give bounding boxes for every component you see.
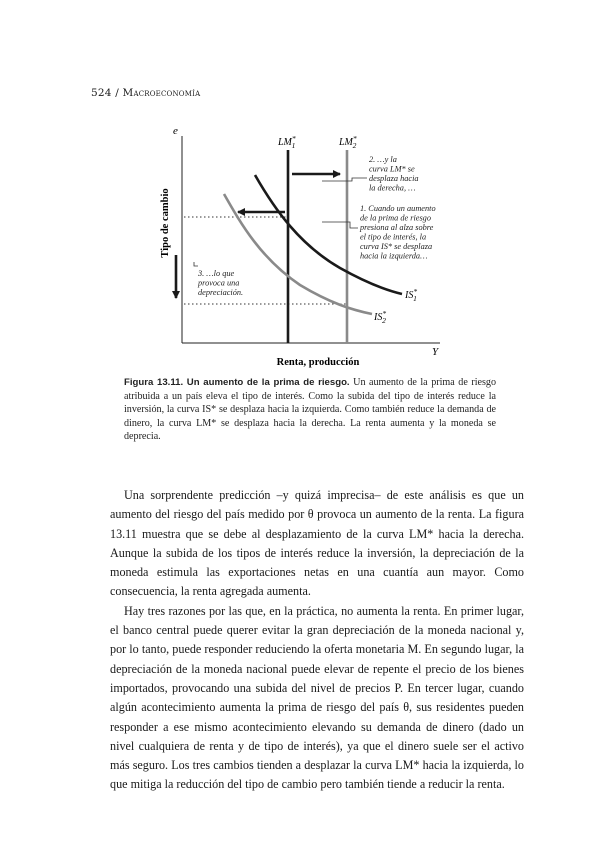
paragraph: Hay tres razones por las que, en la práctica, no aumenta la renta. En primer lugar, el banco central puede querer evitar la gran depreciación de la moneda nacional y, por lo tanto, puede responder reduciendo la oferta monetaria M. En segundo lugar, la depreciación de la moneda nacional puede elevar de repente el precio de los bienes importados, provocando una subida del nivel de precios P. En tercer lugar, cuando algún acontecimiento aumenta la prima de riesgo del país θ, sus residentes pueden responder a ese mismo acontecimiento elevando su demanda de dinero (dado un nivel cualquiera de renta y de tipo de interés), ya que el dinero suele ser el activo más seguro. Los tres cambios tienden a desplazar la curva LM* hacia la izquierda, lo que mitiga la reducción del tipo de cambio pero también tiende a reducir la renta. [110,603,524,792]
header-separator: / [115,87,119,99]
annotation-1 [359,204,438,261]
annotation-2-line: desplaza hacia [369,174,419,183]
annotation-1-line: hacia la izquierda… [360,251,428,261]
caption-text: Un aumento de la prima de riesgo atribuida a un país eleva el tipo de interés. Como la subida del tipo de interés reduce la inversión, la curva IS* se desplaza hacia la izquierda. Como también reduce la demanda de dinero, la curva LM* se desplaza hacia la derecha. La renta aumenta y la moneda se deprecia. [124,377,496,443]
callout-1-leader [322,222,358,228]
y-axis-label: Tipo de cambio [160,188,171,258]
x-axis-label: Renta, producción [276,357,360,368]
figure-caption [124,376,496,444]
annotation-1-line: presiona al alza sobre [360,223,434,232]
is2-label: IS* 2 [374,309,387,325]
annotation-1-line: de la prima de riesgo [360,213,431,223]
lm2-label: LM* 2 [339,134,357,150]
annotation-2-line: 2. …y la [369,155,397,164]
caption-label: Figura 13.11. Un aumento de la prima de riesgo. [124,377,350,388]
annotation-2 [369,155,421,193]
annotation-3 [197,269,243,297]
annotation-2-line: la derecha, … [369,183,416,193]
annotation-3-line: depreciación. [198,288,244,297]
callout-3-leader [194,262,198,266]
annotation-2-line: curva LM* se [369,164,415,174]
body-text [110,486,524,795]
y-axis-symbol: e [173,125,178,137]
page-number: 524 [91,87,112,99]
annotation-1-line: el tipo de interés, la [360,232,427,242]
annotation-1-line: curva IS* se desplaza [360,242,433,251]
annotation-3-line: provoca una [198,278,240,288]
book-title: Macroeconomía [122,87,201,99]
figure-13-11 [0,0,615,380]
lm1-label: LM* 1 [278,134,296,150]
annotation-3-line: 3. …lo que [198,269,235,278]
annotation-1-line: 1. Cuando un aumento [360,204,436,213]
paragraph: Una sorprendente predicción –y quizá imprecisa– de este análisis es que un aumento del riesgo del país medido por θ provoca un aumento de la renta. La figura 13.11 muestra que se debe al desplazamiento de la curva LM* hacia la derecha. Aunque la subida de los tipos de interés reduce la inversión, la depreciación de la moneda estimula las exportaciones netas en una cuantía aun mayor. Como consecuencia, la renta agregada aumenta. [110,488,524,599]
x-axis-symbol: Y [432,346,439,358]
is1-label: IS* 1 [405,287,418,303]
callout-2-leader [322,178,367,181]
